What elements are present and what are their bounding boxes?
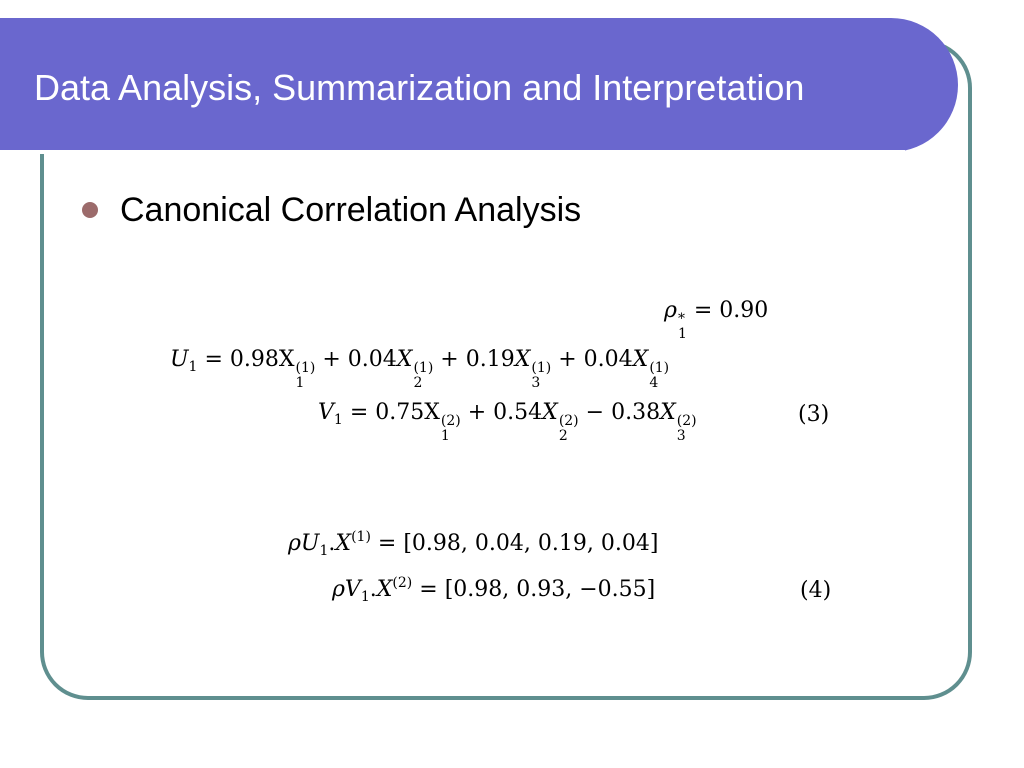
rho-star-value: = 0.90 — [693, 298, 769, 323]
rho-u1-value: = [0.98, 0.04, 0.19, 0.04] — [377, 531, 659, 556]
eq-v1: $V_1 = 0.75X$ (2) 1 + 0.54X (2) 2 − 0.38X (2) 3 — [318, 400, 697, 444]
bullet-text: Canonical Correlation Analysis — [120, 190, 582, 229]
eq-u1: $U_1 = 0.98X$ (1) 1 + 0.04X (1) 2 + 0.19X (1) 3 + 0.04X (1) 4 — [170, 347, 670, 391]
title-bar — [0, 18, 958, 152]
eq-rho-v1: $\rho V_1.X^{(2)} = [0.98$, 0.93, −0.55] — [332, 575, 656, 605]
eq-rho-star: ρ * 1 = 0.90 — [664, 298, 769, 342]
rho-v1-value: = [0.98, 0.93, −0.55] — [419, 577, 656, 602]
rho-symbol: ρ — [664, 298, 677, 323]
eq-rho-u1: $\rho U_1.X^{(1)} = [0.98$, 0.04, 0.19, 0.04] — [288, 529, 659, 559]
eq4-label: (4) — [800, 578, 832, 603]
bullet-dot-icon — [82, 202, 98, 218]
eq3-label: (3) — [798, 402, 830, 427]
title-underline — [0, 150, 905, 154]
bullet-item — [82, 190, 581, 230]
v1-term1: = 0.75X — [349, 400, 440, 425]
u1-lhs: U — [170, 347, 189, 372]
u1-term1: = 0.98X — [204, 347, 295, 372]
slide-title: Data Analysis, Summarization and Interpretation — [34, 67, 805, 108]
